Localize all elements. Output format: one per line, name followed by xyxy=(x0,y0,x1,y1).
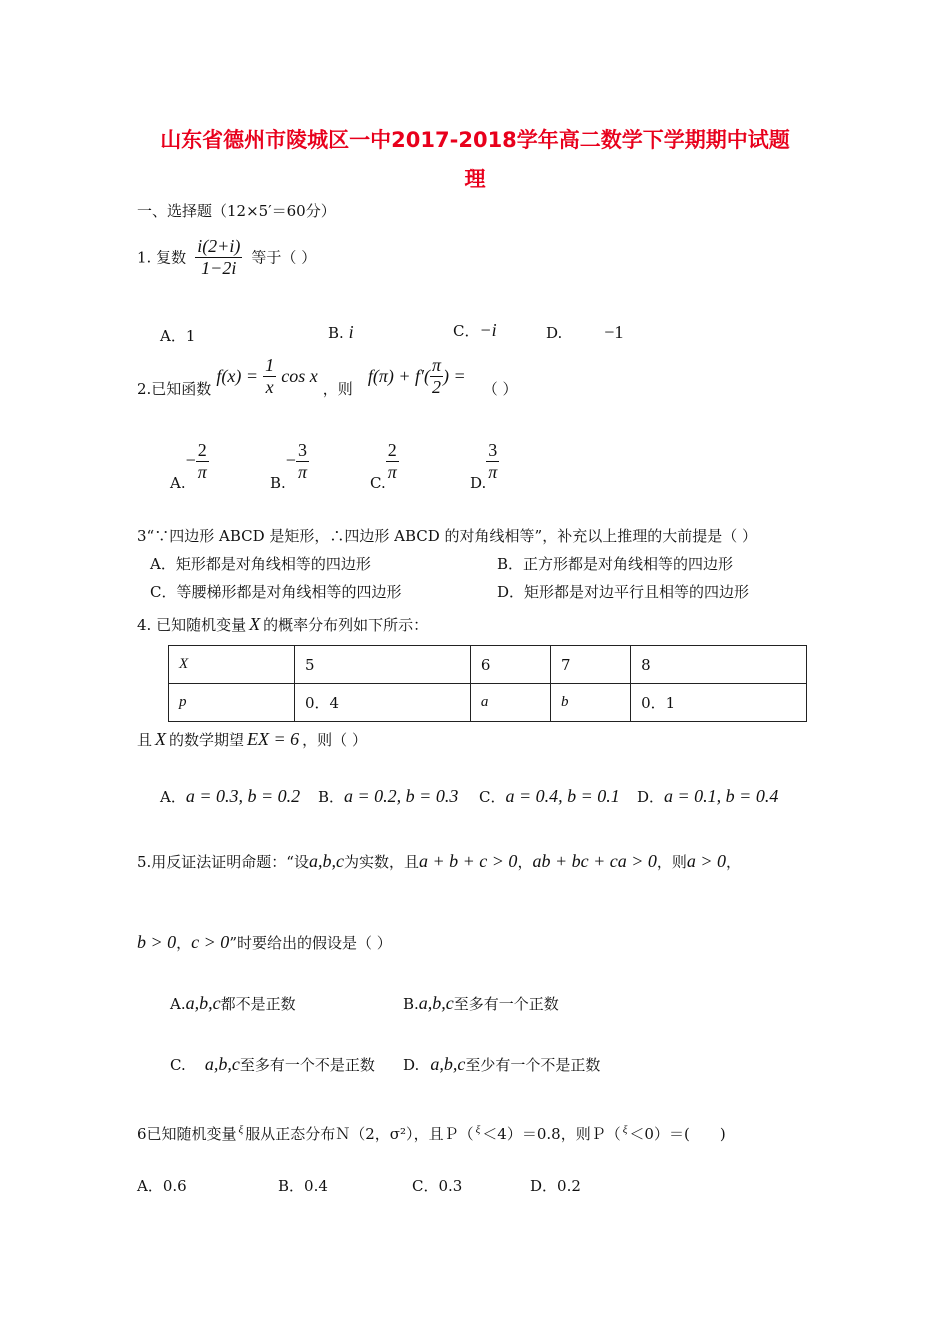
question-2: 2.已知函数 f(x) = $\frac{1}{x}$ cos x ，则 f(π) + f′( $\frac{\pi}{2}$ ) = （ ） xyxy=(137,355,518,398)
table-cell: p xyxy=(169,684,295,722)
table-cell: X xyxy=(169,646,295,684)
q4-option-a: A．a = 0.3, b = 0.2 xyxy=(160,786,301,806)
q1-fraction xyxy=(195,236,242,279)
q2-expr: f(π) + f′( xyxy=(367,366,430,386)
table-cell: 7 xyxy=(550,646,630,684)
q5-option-a: A.a,b,c都不是正数 xyxy=(170,993,296,1013)
q6-option-a: A．0.6 xyxy=(137,1177,187,1195)
q1-option-d: D. −1 xyxy=(546,322,624,342)
q4-option-d: D．a = 0.1, b = 0.4 xyxy=(637,786,779,806)
q2-option-c: C. $\frac{2}{\pi}$ xyxy=(370,440,397,492)
q1-number: 1. 复数 xyxy=(137,248,187,267)
q4-option-c: C．a = 0.4, b = 0.1 xyxy=(479,786,620,806)
table-row xyxy=(169,684,807,722)
section-heading: 一、选择题（12×5′＝60分） xyxy=(137,202,336,220)
question-5-line2: b > 0，c > 0”时要给出的假设是（ ） xyxy=(137,932,392,952)
q2-then: ，则 xyxy=(322,379,353,398)
page-title: 山东省德州市陵城区一中2017-2018学年高二数学下学期期中试题 xyxy=(160,128,790,152)
q6-option-d: D．0.2 xyxy=(530,1177,581,1195)
table-cell: 0．1 xyxy=(631,684,807,722)
q3-option-b: B．正方形都是对角线相等的四边形 xyxy=(497,555,734,573)
q1-option-c: C．−i xyxy=(453,320,497,340)
q4-condition: 且 X 的数学期望 EX = 6 ，则（ ） xyxy=(137,729,367,749)
q5-option-b: B.a,b,c至多有一个正数 xyxy=(403,993,559,1013)
q1-option-b: B. i xyxy=(328,322,354,342)
table-cell: 6 xyxy=(470,646,550,684)
q3-option-d: D．矩形都是对边平行且相等的四边形 xyxy=(497,583,750,601)
xi-symbol: ξ xyxy=(238,1124,244,1136)
table-cell: 8 xyxy=(631,646,807,684)
q2-option-d: D. $\frac{3}{\pi}$ xyxy=(470,440,498,492)
question-5: 5.用反证法证明命题：“设a,b,c为实数，且a + b + c > 0，ab + bc + ca > 0，则a > 0， xyxy=(137,851,742,871)
q6-option-c: C．0.3 xyxy=(412,1177,463,1195)
q2-fx: f(x) = xyxy=(216,366,259,386)
table-cell: 0．4 xyxy=(295,684,471,722)
q1-denominator: 1−2i xyxy=(201,258,237,278)
q2-lead: 2.已知函数 xyxy=(137,379,212,398)
q1-option-a: A．1 xyxy=(160,327,196,345)
question-4: 4. 已知随机变量 X 的概率分布列如下所示： xyxy=(137,614,429,634)
table-row xyxy=(169,646,807,684)
q5-option-d: D. a,b,c至少有一个不是正数 xyxy=(403,1054,601,1074)
q2-cos: cos x xyxy=(281,366,318,386)
q2-option-b: B.− $\frac{3}{\pi}$ xyxy=(270,440,307,492)
question-1 xyxy=(137,236,316,279)
question-6: 6已知随机变量 $^\xi$ 服从正态分布Ｎ（2，σ²），且Ｐ（ $^\xi$ ＜4）＝0.8，则Ｐ（ $^\xi$ ＜0）＝( ) xyxy=(137,1124,726,1143)
q2-option-a: A.− $\frac{2}{\pi}$ xyxy=(170,440,207,492)
q1-tail: 等于（ ） xyxy=(251,248,317,267)
q2-paren: （ ） xyxy=(482,379,518,398)
q3-option-a: A．矩形都是对角线相等的四边形 xyxy=(150,555,371,573)
table-cell: b xyxy=(550,684,630,722)
q2-pi-frac: $\frac{\pi}{2}$ xyxy=(432,355,442,397)
q5-option-c: C. a,b,c至多有一个不是正数 xyxy=(170,1054,375,1074)
probability-table xyxy=(168,645,807,722)
q1-numerator: i(2+i) xyxy=(197,236,241,256)
table-cell: a xyxy=(470,684,550,722)
q2-frac: $\frac{1}{x}$ xyxy=(265,355,275,397)
table-cell: 5 xyxy=(295,646,471,684)
q6-option-b: B．0.4 xyxy=(278,1177,328,1195)
q4-option-b: B．a = 0.2, b = 0.3 xyxy=(318,786,459,806)
q3-option-c: C．等腰梯形都是对角线相等的四边形 xyxy=(150,583,402,601)
question-3: 3“∵四边形 ABCD 是矩形，∴四边形 ABCD 的对角线相等”，补充以上推理的大前提是（ ） xyxy=(137,527,757,545)
page-title-line2: 理 xyxy=(464,167,486,191)
